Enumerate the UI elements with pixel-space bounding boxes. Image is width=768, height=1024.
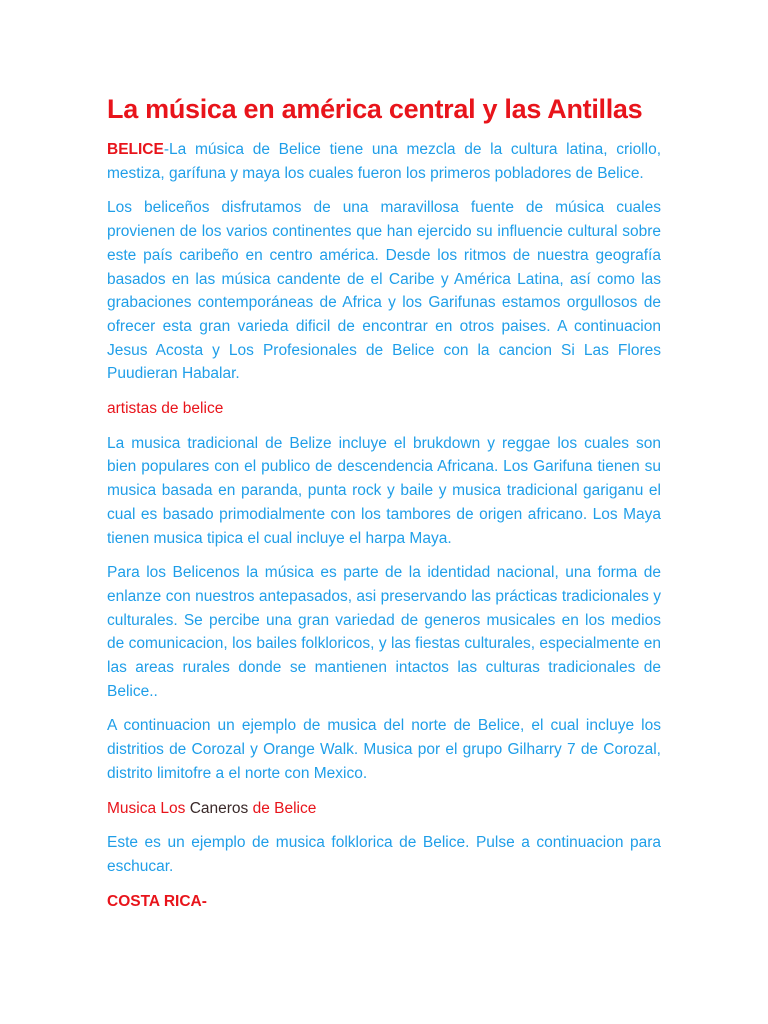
paragraph-belicenos: Los beliceños disfrutamos de una maravillosa fuente de música cuales provienen de los varios continentes que han ejercido su influencie cultural sobre este país caribeño en centro américa. Desde los ritmos de nuestra geografía basados en las música candente de el Caribe y América Latina, así como las grabaciones contemporáneas de Africa y los Garifunas estamos orgullosos de ofrecer esta gran varieda dificil de encontrar en otros paises. A continuacion Jesus Acosta y Los Profesionales de Belice con la cancion Si Las Flores Puudieran Habalar. [107, 199, 661, 383]
costa-rica-dash: - [201, 892, 207, 910]
page-title: La música en américa central y las Antillas [107, 94, 643, 124]
document-page [107, 90, 661, 913]
heading-caneros-part-c: de Belice [248, 799, 317, 817]
belice-intro-text: -La música de Belice tiene una mezcla de la cultura latina, criollo, mestiza, garífuna y maya los cuales fueron los primeros pobladores de Belice. [107, 141, 661, 182]
heading-caneros-part-a: Musica Los [107, 799, 190, 817]
belice-intro-paragraph [107, 138, 661, 185]
paragraph-identidad-nacional: Para los Belicenos la música es parte de la identidad nacional, una forma de enlanze con nuestros antepasados, asi preservando las prácticas tradicionales y culturales. Se percibe una gran variedad de generos musicales en los medios de comunicacion, los bailes folkloricos, y las fiestas culturales, especialmente en las areas rurales donde se mantienen intactos las culturas tradicionales de Belice.. [107, 564, 661, 700]
heading-artistas: artistas de belice [107, 400, 224, 418]
heading-caneros [107, 797, 661, 821]
paragraph-folklorica: Este es un ejemplo de musica folklorica de Belice. Pulse a continuacion para eschucar. [107, 834, 661, 875]
paragraph-norte-belice: A continuacion un ejemplo de musica del norte de Belice, el cual incluye los distritios de Corozal y Orange Walk. Musica por el grupo Gilharry 7 de Corozal, distrito limitofre a el norte con Mexico. [107, 717, 661, 782]
belice-label: BELICE [107, 141, 164, 158]
costa-rica-label: COSTA RICA [107, 892, 202, 910]
costa-rica-heading [107, 890, 661, 914]
heading-caneros-part-b: Caneros [189, 799, 249, 817]
paragraph-musica-tradicional: La musica tradicional de Belize incluye el brukdown y reggae los cuales son bien populares con el publico de descendencia Africana. Los Garifuna tienen su musica basada en paranda, punta rock y baile y musica tradicional gariganu el cual es basado primodialmente con los tambores de origen africano. Los Maya tienen musica tipica el cual incluye el harpa Maya. [107, 434, 661, 547]
